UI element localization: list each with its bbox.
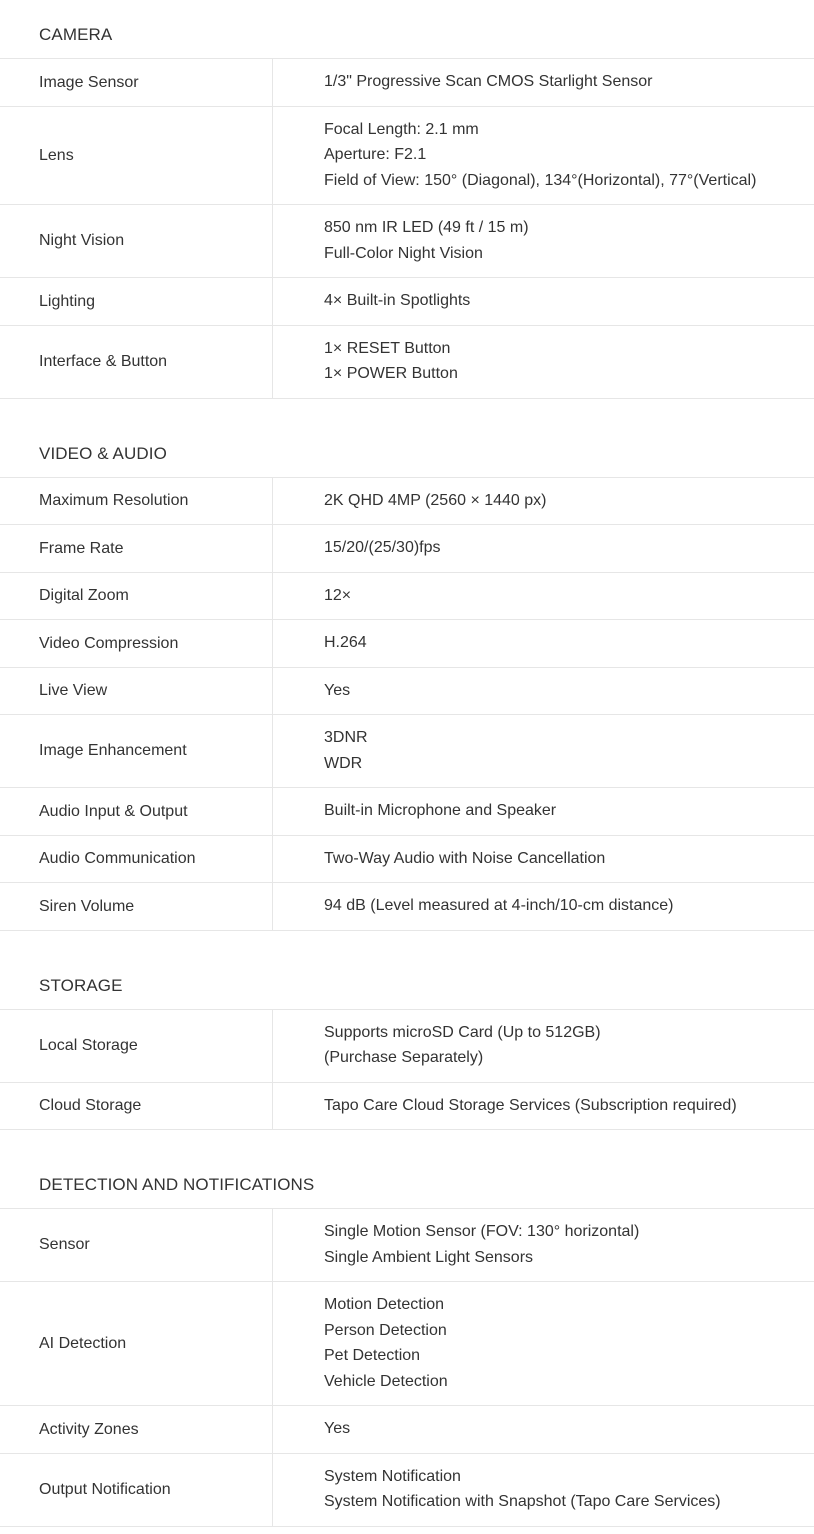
spec-value-cell [273, 525, 814, 572]
spec-row [0, 525, 814, 573]
spec-value: Full-Color Night Vision [324, 244, 483, 262]
spec-row [0, 1454, 814, 1527]
spec-value: (Purchase Separately) [324, 1049, 484, 1066]
spec-value: Person Detection [324, 1321, 447, 1339]
spec-value-cell [273, 715, 814, 787]
spec-section [0, 951, 814, 1131]
spec-value-cell [273, 59, 814, 106]
spec-row [0, 107, 814, 206]
spec-section [0, 0, 814, 399]
spec-row [0, 883, 814, 931]
spec-value: H.264 [324, 634, 367, 651]
spec-row [0, 478, 814, 526]
spec-value-cell [273, 1454, 814, 1526]
spec-value-cell [273, 883, 814, 930]
spec-value-cell [273, 788, 814, 835]
spec-row [0, 205, 814, 278]
spec-label: Digital Zoom [0, 573, 273, 620]
spec-label: Video Compression [0, 620, 273, 667]
section-title: STORAGE [0, 951, 814, 1010]
spec-label: Image Sensor [0, 59, 273, 106]
spec-value: Supports microSD Card (Up to 512GB) [324, 1023, 601, 1041]
spec-row [0, 1010, 814, 1083]
spec-row [0, 1083, 814, 1131]
spec-label: Lens [0, 107, 273, 205]
section-spacer [0, 1130, 814, 1150]
spec-label: Sensor [0, 1209, 273, 1281]
spec-label: AI Detection [0, 1282, 273, 1405]
spec-label: Image Enhancement [0, 715, 273, 787]
spec-label: Live View [0, 668, 273, 715]
spec-value: 1× POWER Button [324, 365, 458, 382]
spec-value-cell [273, 1083, 814, 1130]
section-spacer [0, 399, 814, 419]
spec-value: 3DNR [324, 729, 368, 746]
spec-label: Audio Input & Output [0, 788, 273, 835]
spec-value: 15/20/(25/30)fps [324, 539, 441, 556]
spec-value-cell [273, 1010, 814, 1082]
spec-value: 94 dB (Level measured at 4-inch/10-cm distance) [324, 897, 674, 914]
spec-label: Local Storage [0, 1010, 273, 1082]
spec-value: Yes [324, 1420, 351, 1437]
spec-value: Vehicle Detection [324, 1372, 448, 1390]
spec-row [0, 59, 814, 107]
spec-label: Frame Rate [0, 525, 273, 572]
spec-value-cell [273, 1406, 814, 1453]
spec-value-cell [273, 107, 814, 205]
spec-value: WDR [324, 754, 363, 772]
spec-value-cell [273, 836, 814, 883]
spec-value: System Notification with Snapshot (Tapo Care Services) [324, 1493, 721, 1510]
spec-row [0, 836, 814, 884]
section-spacer [0, 931, 814, 951]
spec-value: 1× RESET Button [324, 339, 451, 357]
spec-section [0, 419, 814, 931]
spec-value-cell [273, 278, 814, 325]
spec-value: Single Ambient Light Sensors [324, 1248, 534, 1266]
spec-row [0, 573, 814, 621]
spec-row [0, 326, 814, 399]
section-title: CAMERA [0, 0, 814, 59]
spec-value: 850 nm IR LED (49 ft / 15 m) [324, 219, 529, 236]
spec-value: Pet Detection [324, 1347, 421, 1364]
spec-row [0, 1209, 814, 1282]
spec-value-cell [273, 573, 814, 620]
spec-value: 12× [324, 586, 352, 604]
spec-label: Night Vision [0, 205, 273, 277]
spec-value: Single Motion Sensor (FOV: 130° horizontal) [324, 1223, 640, 1240]
spec-value: Aperture: F2.1 [324, 146, 427, 163]
spec-value: System Notification [324, 1467, 461, 1485]
spec-label: Output Notification [0, 1454, 273, 1526]
spec-value-cell [273, 1209, 814, 1281]
spec-value: Built-in Microphone and Speaker [324, 802, 557, 819]
spec-row [0, 668, 814, 716]
spec-value-cell [273, 205, 814, 277]
spec-label: Maximum Resolution [0, 478, 273, 525]
spec-label: Siren Volume [0, 883, 273, 930]
section-title: VIDEO & AUDIO [0, 419, 814, 478]
spec-value: 1/3" Progressive Scan CMOS Starlight Sensor [324, 73, 653, 90]
spec-row [0, 620, 814, 668]
spec-value: Tapo Care Cloud Storage Services (Subscription required) [324, 1096, 737, 1114]
spec-label: Activity Zones [0, 1406, 273, 1453]
spec-value: 2K QHD 4MP (2560 × 1440 px) [324, 491, 547, 509]
spec-row [0, 1282, 814, 1406]
spec-value: Field of View: 150° (Diagonal), 134°(Horizontal), 77°(Vertical) [324, 171, 757, 189]
spec-value-cell [273, 668, 814, 715]
section-title: DETECTION AND NOTIFICATIONS [0, 1150, 814, 1209]
spec-value: Focal Length: 2.1 mm [324, 120, 479, 138]
spec-value-cell [273, 620, 814, 667]
spec-value: Two-Way Audio with Noise Cancellation [324, 849, 606, 867]
spec-value: Motion Detection [324, 1296, 445, 1313]
spec-value: Yes [324, 681, 351, 699]
spec-value-cell [273, 326, 814, 398]
spec-value: 4× Built-in Spotlights [324, 292, 471, 309]
spec-row [0, 1406, 814, 1454]
spec-label: Lighting [0, 278, 273, 325]
spec-row [0, 278, 814, 326]
spec-label: Audio Communication [0, 836, 273, 883]
spec-row [0, 788, 814, 836]
spec-label: Cloud Storage [0, 1083, 273, 1130]
spec-section [0, 1150, 814, 1527]
spec-value-cell [273, 1282, 814, 1405]
spec-value-cell [273, 478, 814, 525]
spec-row [0, 715, 814, 788]
spec-label: Interface & Button [0, 326, 273, 398]
